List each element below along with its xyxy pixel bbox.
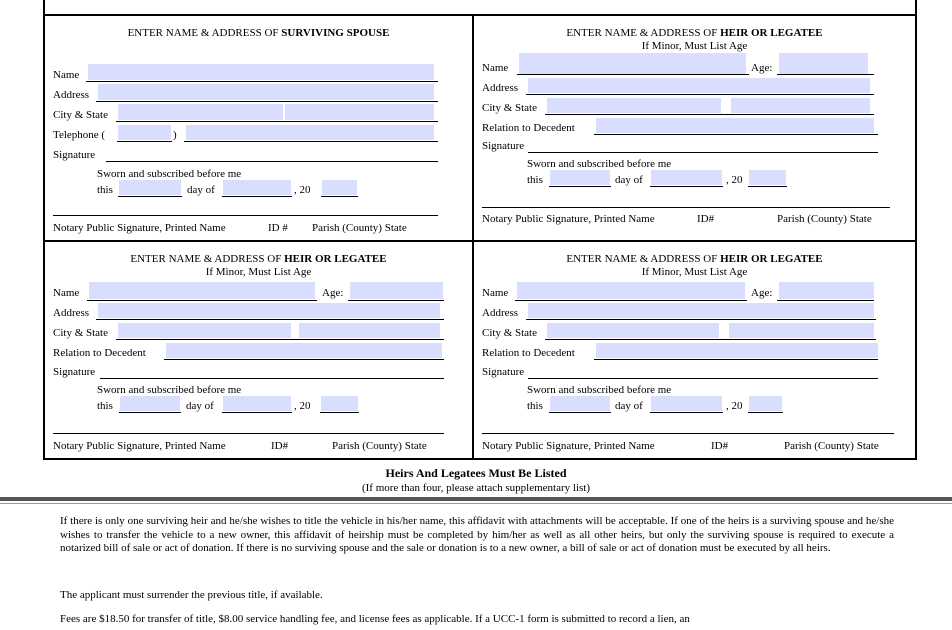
heir-2-dayof-label: day of (186, 400, 214, 412)
heir-1-this-label: this (527, 174, 543, 186)
spouse-day-field[interactable] (119, 180, 181, 195)
spouse-name-line (86, 81, 438, 82)
spouse-parish-label: Parish (County) State (312, 222, 407, 234)
spouse-notary-line[interactable] (53, 215, 438, 216)
grid-right-border (915, 0, 917, 460)
heir-1-notary-label: Notary Public Signature, Printed Name (482, 213, 655, 225)
heir-2-month-field[interactable] (223, 396, 291, 411)
spouse-city-label: City & State (53, 109, 108, 121)
spouse-month-field[interactable] (223, 180, 291, 195)
heir-1-address-field[interactable] (528, 78, 870, 93)
heir-1-age-field[interactable] (779, 53, 868, 74)
heir-1-age-label: Age: (751, 62, 773, 74)
spouse-address-field[interactable] (98, 84, 434, 100)
heir-1-month-field[interactable] (651, 170, 722, 185)
heir-2-year-field[interactable] (321, 396, 358, 411)
heir-3-signature-line[interactable] (528, 378, 878, 379)
heir-3-state-field[interactable] (729, 323, 874, 338)
heir-3-dayof-label: day of (615, 400, 643, 412)
heir-3-notary-line[interactable] (482, 433, 894, 434)
spouse-name-label: Name (53, 69, 80, 81)
heir-1-state-field[interactable] (731, 98, 870, 113)
heir-3-address-field[interactable] (528, 303, 874, 318)
spouse-phone-line (184, 141, 438, 142)
heir-3-month-field[interactable] (651, 396, 722, 411)
spouse-phone-label: Telephone ( (53, 129, 106, 141)
heir-2-day-line (119, 412, 181, 413)
heir-2-age-label: Age: (322, 287, 344, 299)
spouse-area-code-line (117, 141, 172, 142)
heir-3-name-line (515, 300, 747, 301)
heir-3-day-line (549, 412, 611, 413)
heir-3-heading: ENTER NAME & ADDRESS OF HEIR OR LEGATEE (566, 253, 823, 265)
heir-1-day-line (549, 186, 611, 187)
heirs-listed-title: Heirs And Legatees Must Be Listed (385, 466, 567, 480)
spouse-city-field[interactable] (118, 104, 283, 120)
heir-3-relation-label: Relation to Decedent (482, 347, 575, 359)
heir-3-name-field[interactable] (517, 282, 745, 299)
section-divider-thin (0, 503, 952, 504)
spouse-city-line (116, 121, 438, 122)
section-divider-thick (0, 497, 952, 501)
heir-2-id-label: ID# (271, 440, 289, 452)
heir-3-city-field[interactable] (547, 323, 719, 338)
spouse-year-line (321, 196, 358, 197)
heir-1-year-label: , 20 (726, 174, 743, 186)
heir-3-year-field[interactable] (749, 396, 782, 411)
heirs-listed-subtitle: (If more than four, please attach supplementary list) (361, 482, 591, 494)
spouse-address-label: Address (53, 89, 90, 101)
heir-3-this-label: this (527, 400, 543, 412)
spouse-name-field[interactable] (88, 64, 434, 80)
heir-2-signature-label: Signature (53, 366, 96, 378)
heir-3-relation-line (594, 359, 878, 360)
heir-2-address-field[interactable] (98, 303, 440, 318)
heir-2-this-label: this (97, 400, 113, 412)
grid-middle-divider (472, 14, 474, 460)
heir-2-city-field[interactable] (118, 323, 291, 338)
heir-2-sworn-text: Sworn and subscribed before me (97, 384, 242, 396)
heir-2-address-label: Address (53, 307, 90, 319)
heir-1-parish-label: Parish (County) State (777, 213, 872, 225)
heir-1-notary-line[interactable] (482, 207, 890, 208)
heir-2-year-line (320, 412, 359, 413)
heir-1-day-field[interactable] (550, 170, 610, 185)
heir-3-notary-label: Notary Public Signature, Printed Name (482, 440, 655, 452)
spouse-area-code-field[interactable] (118, 125, 171, 140)
heir-2-address-line (96, 319, 444, 320)
heir-3-minor-note: If Minor, Must List Age (641, 266, 748, 278)
heir-3-name-label: Name (482, 287, 509, 299)
heir-1-city-line (545, 114, 874, 115)
heir-2-name-label: Name (53, 287, 80, 299)
heir-1-signature-line[interactable] (528, 152, 878, 153)
spouse-day-line (118, 196, 182, 197)
heir-1-minor-note: If Minor, Must List Age (641, 40, 748, 52)
heir-1-address-line (526, 94, 874, 95)
heir-2-age-line (348, 300, 444, 301)
spouse-sworn-text: Sworn and subscribed before me (97, 168, 242, 180)
spouse-state-field[interactable] (285, 104, 434, 120)
heir-2-day-field[interactable] (120, 396, 180, 411)
heir-3-month-line (650, 412, 723, 413)
heir-2-notary-label: Notary Public Signature, Printed Name (53, 440, 226, 452)
heir-1-month-line (650, 186, 723, 187)
heir-2-relation-field[interactable] (166, 343, 442, 358)
heir-1-city-label: City & State (482, 102, 537, 114)
spouse-notary-label: Notary Public Signature, Printed Name (53, 222, 226, 234)
heir-1-city-field[interactable] (547, 98, 721, 113)
heir-1-relation-field[interactable] (596, 118, 874, 133)
grid-middle-rule (43, 240, 917, 242)
heir-3-age-field[interactable] (779, 282, 874, 299)
spouse-dayof-label: day of (187, 184, 215, 196)
heir-1-age-line (777, 74, 874, 75)
heir-3-year-line (748, 412, 783, 413)
heir-2-month-line (222, 412, 292, 413)
heir-2-city-line (116, 339, 444, 340)
heir-3-sworn-text: Sworn and subscribed before me (527, 384, 672, 396)
grid-left-border (43, 0, 45, 460)
heir-3-signature-label: Signature (482, 366, 525, 378)
heir-2-year-label: , 20 (294, 400, 311, 412)
heir-2-city-label: City & State (53, 327, 108, 339)
spouse-month-line (222, 196, 292, 197)
grid-top-rule (43, 14, 917, 16)
heir-3-age-label: Age: (751, 287, 773, 299)
heir-2-relation-label: Relation to Decedent (53, 347, 146, 359)
instructions-paragraph-2: The applicant must surrender the previous title, if available. (60, 589, 323, 601)
heir-2-parish-label: Parish (County) State (332, 440, 427, 452)
spouse-phone-field[interactable] (186, 125, 434, 140)
heir-3-address-line (526, 319, 876, 320)
heir-1-dayof-label: day of (615, 174, 643, 186)
heir-1-address-label: Address (482, 82, 519, 94)
heir-1-heading: ENTER NAME & ADDRESS OF HEIR OR LEGATEE (566, 27, 823, 39)
heir-3-day-field[interactable] (550, 396, 610, 411)
heir-1-name-label: Name (482, 62, 509, 74)
heir-1-name-field[interactable] (519, 53, 746, 74)
heir-3-address-label: Address (482, 307, 519, 319)
heir-1-year-line (748, 186, 787, 187)
instructions-paragraph-3: Fees are $18.50 for transfer of title, $8.00 service handling fee, and license fees as applicable. If a UCC-1 form is submitted to record a lien, an (60, 613, 690, 625)
heir-3-city-line (545, 339, 876, 340)
heir-3-id-label: ID# (711, 440, 729, 452)
spouse-this-label: this (97, 184, 113, 196)
heir-1-name-line (517, 74, 749, 75)
heir-3-relation-field[interactable] (596, 343, 878, 358)
heir-1-id-label: ID# (697, 213, 715, 225)
spouse-heading: ENTER NAME & ADDRESS OF SURVIVING SPOUSE (127, 27, 390, 39)
heir-2-name-line (87, 300, 317, 301)
heir-2-minor-note: If Minor, Must List Age (205, 266, 312, 278)
spouse-address-line (96, 101, 438, 102)
heir-1-sworn-text: Sworn and subscribed before me (527, 158, 672, 170)
heir-2-name-field[interactable] (89, 282, 315, 299)
heir-3-city-label: City & State (482, 327, 537, 339)
instructions-paragraph-1: If there is only one surviving heir and he/she wishes to title the vehicle in his/her name, this affidavit with attachments will be acceptable. If one of the heirs is a surviving spouse and he/she wishes to transfer the vehicle to a new owner, this affidavit of heirship must be completed by him/her as well as all other heirs, but only the surviving spouse is required to execute a notarized bill of sale or act of donation. If there is no surviving spouse and the sale or donation is to a new owner, a bill of sale or act of donation must be executed by all heirs. (60, 515, 894, 555)
spouse-year-label: , 20 (294, 184, 311, 196)
heir-2-state-field[interactable] (299, 323, 440, 338)
heir-1-relation-label: Relation to Decedent (482, 122, 575, 134)
heir-3-parish-label: Parish (County) State (784, 440, 879, 452)
heir-2-notary-line[interactable] (53, 433, 444, 434)
heir-2-relation-line (164, 359, 444, 360)
spouse-signature-line[interactable] (106, 161, 438, 162)
heir-2-age-field[interactable] (350, 282, 443, 299)
heir-1-signature-label: Signature (482, 140, 525, 152)
heir-3-age-line (777, 300, 874, 301)
spouse-signature-label: Signature (53, 149, 96, 161)
heir-1-relation-line (594, 134, 878, 135)
heir-3-year-label: , 20 (726, 400, 743, 412)
heir-2-heading: ENTER NAME & ADDRESS OF HEIR OR LEGATEE (130, 253, 387, 265)
spouse-year-field[interactable] (322, 180, 357, 195)
heir-2-signature-line[interactable] (100, 378, 444, 379)
spouse-id-label: ID # (268, 222, 288, 234)
heir-1-year-field[interactable] (749, 170, 786, 185)
spouse-phone-close: ) (173, 129, 177, 141)
grid-bottom-rule (43, 458, 917, 460)
